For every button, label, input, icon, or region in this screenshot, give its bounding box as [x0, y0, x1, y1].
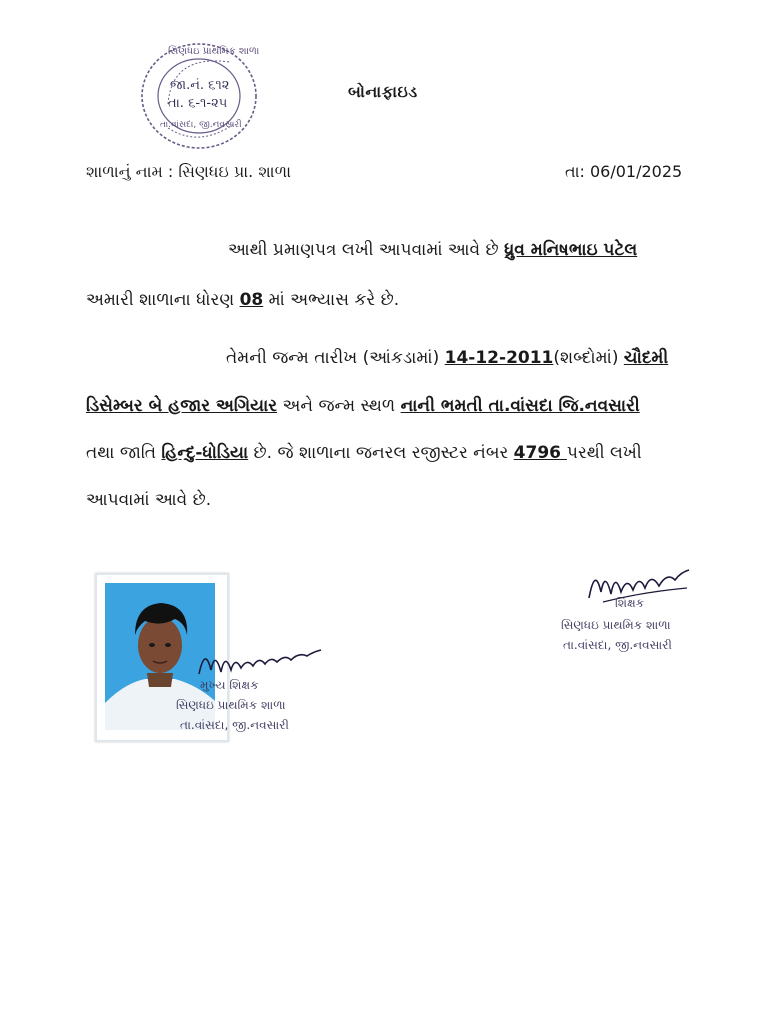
line5-prefix: તથા જાતિ [86, 443, 162, 463]
line3-prefix: તેમની જન્મ તારીખ (આંકડામાં) [226, 348, 445, 368]
seal-ring-text: સિણધઇ પ્રાથમિક શાળા [168, 46, 260, 57]
line2-prefix: અમારી શાળાના ધોરણ [86, 290, 240, 310]
register-number: 4796 [513, 443, 567, 463]
body-line-5 [86, 443, 642, 463]
dob-words-part2: ડિસેમ્બર બે હજાર અગિયાર [86, 396, 278, 416]
document-date: તા: 06/01/2025 [565, 162, 683, 181]
seal-bottom-text: તા.વાંસદા, જી.નવસારી [160, 120, 242, 130]
standard-value: 08 [239, 290, 264, 310]
line4-mid: અને જન્મ સ્થળ [277, 396, 401, 416]
birthplace: નાની ભમતી તા.વાંસદા જિ.નવસારી [400, 396, 640, 416]
right-signature-block [555, 560, 725, 660]
line5-suffix: પરથી લખી [566, 443, 642, 463]
body-line-2 [86, 290, 399, 310]
right-stamp-line3: તા.વાંસદા, જી.નવસારી [563, 638, 672, 652]
line3-mid: (શબ્દોમાં) [553, 348, 624, 368]
left-stamp-line1: મુખ્ય શિક્ષક [200, 678, 259, 692]
line2-suffix: માં અભ્યાસ કરે છે. [263, 290, 400, 310]
caste: હિન્દુ-ધોડિયા [161, 443, 249, 463]
document-title: બોનાફાઇડ [348, 82, 418, 101]
seal-handwritten-date: તા. ૬-૧-૨૫ [168, 96, 228, 111]
body-line-1 [228, 240, 637, 260]
seal-number: જા.નં. ૬૧૨ [170, 78, 230, 93]
body-line-3 [226, 348, 668, 368]
line5-mid: છે. જે શાળાના જનરલ રજીસ્ટર નંબર [248, 443, 514, 463]
school-name: શાળાનું નામ : સિણધઇ પ્રા. શાળા [86, 162, 291, 181]
student-name: ધ્રુવ મનિષભાઇ પટેલ [504, 240, 638, 260]
dob-words-part1: ચૌદમી [623, 348, 669, 368]
left-signature-block [160, 640, 320, 740]
body-line-4 [86, 396, 640, 416]
line1-prefix: આથી પ્રમાણપત્ર લખી આપવામાં આવે છે [228, 240, 505, 260]
left-stamp-line2: સિણધઇ પ્રાથમિક શાળા [176, 698, 286, 712]
line6-text: આપવામાં આવે છે. [86, 490, 212, 510]
dob-digits: 14-12-2011 [444, 348, 554, 368]
school-seal [138, 40, 260, 152]
right-stamp-line2: સિણધઇ પ્રાથમિક શાળા [561, 618, 671, 632]
left-stamp-line3: તા.વાંસદા, જી.નવસારી [180, 718, 289, 732]
right-stamp-line1: શિક્ષક [615, 596, 645, 610]
body-line-6 [86, 490, 211, 510]
